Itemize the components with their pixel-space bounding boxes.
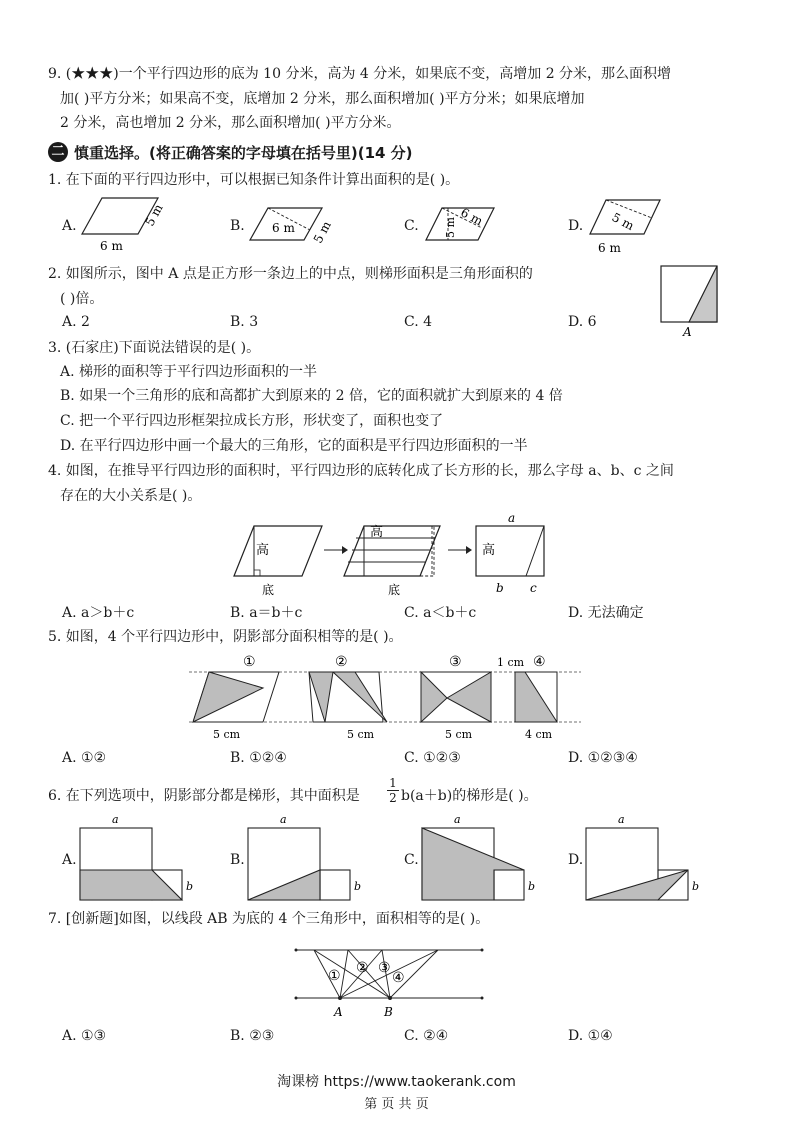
q4-di-2: 底	[388, 583, 401, 597]
q1-option-c: C.	[404, 218, 419, 234]
q2-option-d: D. 6	[568, 314, 597, 330]
q5-num-1: ①	[243, 654, 256, 670]
q4-gao-2: 高	[370, 525, 384, 540]
q4-label-b: b	[496, 581, 504, 595]
q1-label-d-base: 6 m	[598, 241, 621, 255]
q6-a-label-a: a	[112, 813, 119, 826]
q6-fraction	[387, 776, 399, 805]
q9-line3: 2 分米，高也增加 2 分米，那么面积增加( )平方分米。	[60, 115, 401, 131]
q4-option-a: A. a＞b＋c	[62, 605, 135, 621]
q1-label-b-side: 5 m	[310, 218, 334, 246]
q4-line1: 4. 如图，在推导平行四边形的面积时，平行四边形的底转化成了长方形的长，那么字母 a、b、c 之间	[48, 463, 674, 479]
q2-line2: ( )倍。	[60, 291, 104, 307]
q5-option-c: C. ①②③	[404, 750, 461, 766]
section-badge: 二	[48, 142, 68, 162]
q5-base-2: 5 cm	[347, 728, 375, 741]
q5-figure	[185, 650, 585, 742]
q4-figure	[220, 508, 570, 600]
q3-stem: 3. (石家庄)下面说法错误的是( )。	[48, 340, 261, 356]
q7-figure	[290, 932, 490, 1022]
q6-stem-post: b(a＋b)的梯形是( )。	[401, 788, 538, 804]
q7-num-3: ③	[378, 960, 391, 976]
q3-option-b: B. 如果一个三角形的底和高都扩大到原来的 2 倍，它的面积就扩大到原来的 4 倍	[60, 388, 563, 404]
q2-point-a: A	[683, 325, 692, 339]
q3-option-a: A. 梯形的面积等于平行四边形面积的一半	[60, 364, 318, 380]
q1-label-d-h: 5 m	[609, 210, 637, 234]
q5-num-3: ③	[449, 654, 462, 670]
q5-option-a: A. ①②	[62, 750, 107, 766]
q3-option-d: D. 在平行四边形中画一个最大的三角形，它的面积是平行四边形面积的一半	[60, 438, 528, 454]
q7-option-d: D. ①④	[568, 1028, 613, 1044]
q4-label-c: c	[530, 581, 537, 595]
q1-label-a-side: 5 m	[142, 201, 166, 229]
q7-option-c: C. ②④	[404, 1028, 449, 1044]
q1-option-d: D.	[568, 218, 584, 234]
footer-page: 第 页 共 页	[364, 1097, 429, 1112]
q5-base-1: 5 cm	[213, 728, 241, 741]
q1-figures	[0, 190, 793, 260]
q5-base-4: 4 cm	[525, 728, 553, 741]
q6-stem-pre: 6. 在下列选项中，阴影部分都是梯形，其中面积是	[48, 788, 360, 804]
q6-a-label-b: b	[186, 880, 194, 893]
q1-label-c-top: 6 m	[458, 205, 486, 229]
q7-point-b: B	[384, 1005, 393, 1019]
q6-d-label-b: b	[692, 880, 700, 893]
q4-di-1: 底	[262, 583, 275, 597]
q2-option-a: A. 2	[62, 314, 90, 330]
q5-num-2: ②	[335, 654, 348, 670]
q1-option-b: B.	[230, 218, 245, 234]
q4-option-c: C. a＜b＋c	[404, 605, 477, 621]
q5-stem: 5. 如图，4 个平行四边形中，阴影部分面积相等的是( )。	[48, 629, 403, 645]
q4-gao-1: 高	[256, 543, 270, 558]
footer-site: 淘课榜 https://www.taokerank.com	[277, 1074, 516, 1090]
q4-option-d: D. 无法确定	[568, 605, 644, 621]
q6-option-b: B.	[230, 852, 245, 868]
q1-label-b-top: 6 m	[272, 221, 295, 235]
q4-option-b: B. a＝b＋c	[230, 605, 303, 621]
q4-line2: 存在的大小关系是( )。	[60, 488, 202, 504]
q5-option-d: D. ①②③④	[568, 750, 638, 766]
q2-option-c: C. 4	[404, 314, 433, 330]
section-title: 慎重选择。(将正确答案的字母填在括号里)(14 分)	[74, 144, 413, 162]
q6-b-label-a: a	[280, 813, 287, 826]
q6-option-a: A.	[62, 852, 77, 868]
q7-option-a: A. ①③	[62, 1028, 107, 1044]
q2-figure	[655, 262, 725, 342]
q6-b-label-b: b	[354, 880, 362, 893]
q6-c-label-a: a	[454, 813, 461, 826]
q1-option-a: A.	[62, 218, 77, 234]
q7-point-a: A	[334, 1005, 343, 1019]
q6-option-d: D.	[568, 852, 584, 868]
q7-stem: 7. [创新题]如图，以线段 AB 为底的 4 个三角形中，面积相等的是( )。	[48, 911, 490, 927]
q1-label-c-h: 5 m	[444, 217, 457, 238]
q6-frac-num: 1	[389, 776, 397, 790]
q5-num-4: ④	[533, 654, 546, 670]
q3-option-c: C. 把一个平行四边形框架拉成长方形，形状变了，面积也变了	[60, 413, 444, 429]
q7-num-1: ①	[328, 968, 341, 984]
q6-option-c: C.	[404, 852, 419, 868]
q1-label-a-base: 6 m	[100, 239, 123, 253]
q9-line2: 加( )平方分米；如果高不变，底增加 2 分米，那么面积增加( )平方分米；如果底增加	[60, 91, 585, 107]
q6-figures	[0, 810, 793, 906]
q2-option-b: B. 3	[230, 314, 259, 330]
q7-num-4: ④	[392, 970, 405, 986]
q6-c-label-b: b	[528, 880, 536, 893]
q1-stem: 1. 在下面的平行四边形中，可以根据已知条件计算出面积的是( )。	[48, 172, 460, 188]
q4-label-a: a	[508, 511, 516, 525]
q5-option-b: B. ①②④	[230, 750, 287, 766]
q6-frac-den: 2	[387, 790, 399, 805]
q4-gao-3: 高	[482, 543, 496, 558]
q6-d-label-a: a	[618, 813, 625, 826]
q5-top-label: 1 cm	[497, 656, 525, 669]
q9-line1: 9. (★★★)一个平行四边形的底为 10 分米，高为 4 分米，如果底不变，高增加 2 分米，那么面积增	[48, 66, 672, 82]
q7-num-2: ②	[356, 960, 369, 976]
q7-option-b: B. ②③	[230, 1028, 275, 1044]
q2-line1: 2. 如图所示，图中 A 点是正方形一条边上的中点，则梯形面积是三角形面积的	[48, 266, 533, 282]
q5-base-3: 5 cm	[445, 728, 473, 741]
